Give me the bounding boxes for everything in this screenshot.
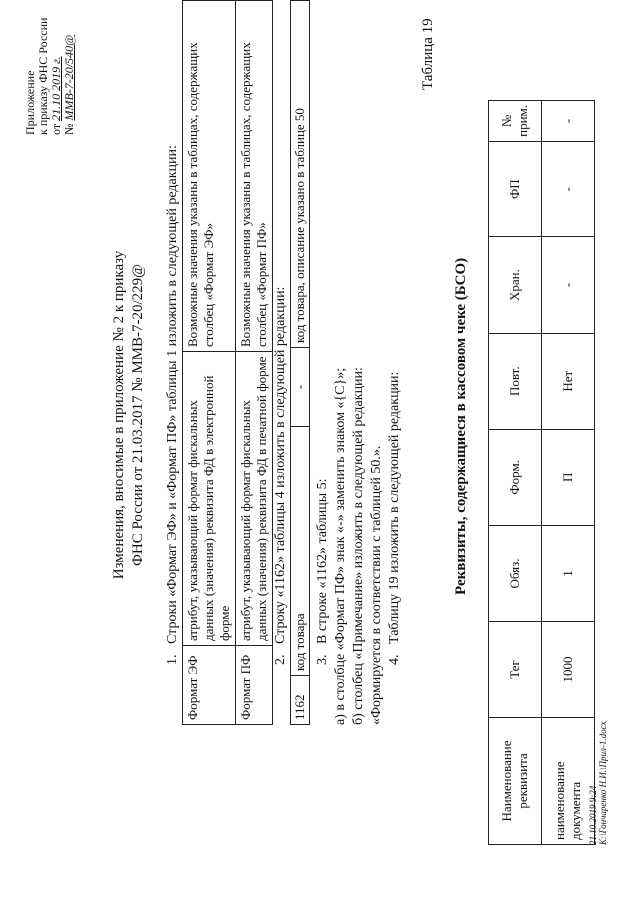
appendix-line1: Приложение — [23, 70, 37, 135]
cell-desc: код товара, описание указано в таблице 50 — [291, 1, 310, 348]
table-row — [183, 1, 236, 725]
item2-heading: 2. Строку «1162» таблицы 4 изложить в следующей редакции: — [273, 286, 288, 665]
table-header-row — [489, 101, 542, 845]
item4-heading: 4. Таблицу 19 изложить в следующей редакции: — [387, 371, 402, 665]
cell: Нет — [542, 333, 595, 429]
title-line1: Изменения, вносимые в приложение № 2 к приказу — [111, 250, 127, 580]
appendix-date: от 21.10 2019 г. — [49, 56, 63, 135]
col-header: Обяз. — [489, 525, 542, 621]
col-header: Хран. — [489, 237, 542, 333]
stamp-line2: К:\Гончаренко Н.И.\Прил-1.docx — [598, 721, 608, 845]
table-row — [236, 1, 273, 725]
table-row — [291, 1, 310, 725]
item3-heading: 3. В строке «1162» таблицы 5: — [315, 478, 330, 665]
col-header: Повт. — [489, 333, 542, 429]
table-label: Таблица 19 — [420, 18, 436, 90]
cell: наименование документа — [542, 717, 595, 844]
item3-c: «Формируется в соответствии с таблицей 50.». — [369, 445, 384, 725]
cell: - — [542, 141, 595, 237]
cell-desc: атрибут, указывающий формат фискальных данных (значения) реквизита ФД в печатной форме — [236, 352, 273, 646]
item1-heading: 1. Строки «Формат ЭФ» и «Формат ПФ» таблицы 1 изложить в следующей редакции: — [165, 145, 180, 665]
document-title — [110, 155, 148, 675]
cell-name: Формат ЭФ — [183, 646, 236, 725]
format-table — [182, 0, 273, 725]
file-stamp — [588, 721, 608, 845]
cell-name: код товара — [291, 427, 310, 676]
col-header: ФП — [489, 141, 542, 237]
cell: 1 — [542, 525, 595, 621]
item3-a: а) в столбце «Формат ПФ» знак «-» заменить знаком «{C}»; — [333, 367, 348, 725]
col-header: Тег — [489, 622, 542, 718]
stamp-line1: 21.10.2019 9:24 — [588, 785, 598, 845]
col-header: Форм. — [489, 429, 542, 525]
cell: П — [542, 429, 595, 525]
cell-values: Возможные значения указаны в таблицах, содержащих столбец «Формат ПФ» — [236, 1, 273, 352]
appendix-block — [24, 18, 76, 135]
tag-table — [290, 0, 310, 725]
cell-tag: 1162 — [291, 676, 310, 725]
table-title: Реквизиты, содержащиеся в кассовом чеке (БСО) — [453, 257, 469, 595]
cell-desc: атрибут, указывающий формат фискальных данных (значения) реквизита ФД в электронной форме — [183, 352, 236, 646]
table-row — [542, 101, 595, 845]
col-header: № прим. — [489, 101, 542, 142]
cell: - — [542, 101, 595, 142]
cell: - — [542, 237, 595, 333]
col-header: Наименование реквизита — [489, 717, 542, 844]
appendix-number: № ММВ-7-20/540@ — [62, 34, 76, 135]
cell-name: Формат ПФ — [236, 646, 273, 725]
title-line2: ФНС России от 21.03.2017 № ММВ-7-20/229@ — [130, 264, 146, 566]
appendix-line2: к приказу ФНС России — [36, 17, 50, 135]
cell-dash: - — [291, 348, 310, 427]
cell-values: Возможные значения указаны в таблицах, содержащих столбец «Формат ЭФ» — [183, 1, 236, 352]
item3-b: б) столбец «Примечание» изложить в следующей редакции: — [351, 367, 366, 725]
requisites-table — [488, 100, 595, 845]
cell: 1000 — [542, 622, 595, 718]
